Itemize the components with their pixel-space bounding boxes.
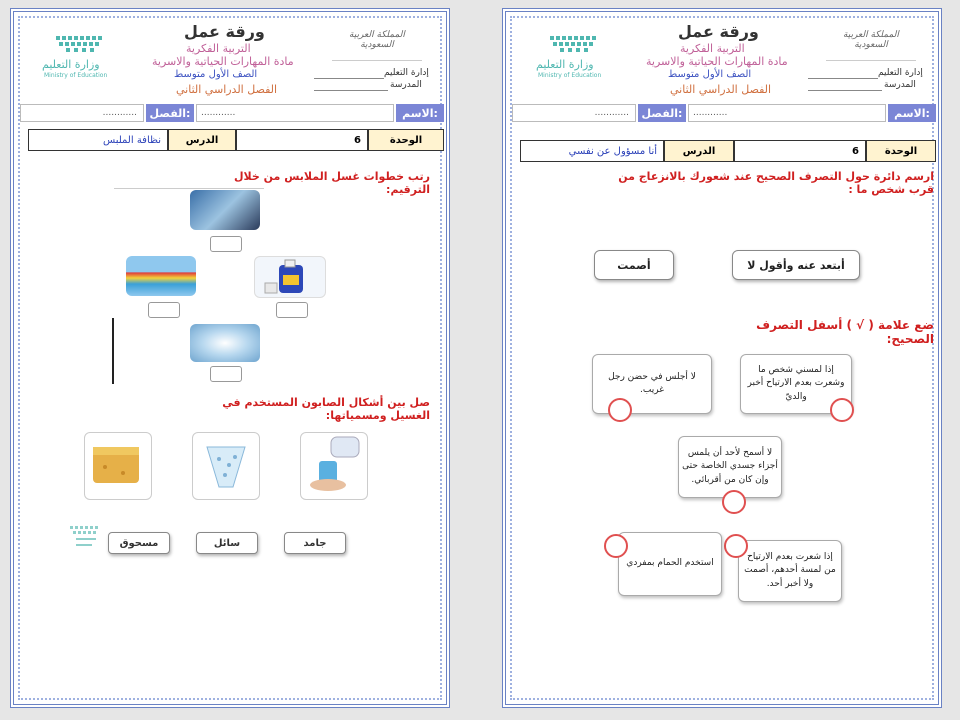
ministry-logo [536, 34, 616, 82]
class-field-dots: ............ [102, 108, 137, 118]
hand-wash-water-image [190, 324, 260, 362]
step-number-box-4[interactable] [210, 366, 242, 382]
unit-number: 6 [734, 140, 866, 162]
name-label: الاسم: [888, 104, 936, 122]
worksheet-page-left [10, 8, 450, 708]
unit-label: الوحدة [866, 140, 936, 162]
option-move-away-say-no[interactable]: أبتعد عنه وأقول لا [732, 250, 860, 280]
question-2: صل بين أشكال الصابون المستخدم في الغسيل ومسمياتها: [222, 396, 430, 422]
soap-label-solid[interactable]: جامد [284, 532, 346, 554]
semester-text: الفصل الدراسي الثاني [176, 83, 278, 96]
step-number-box-1[interactable] [210, 236, 242, 252]
ministry-name-en: Ministry of Education [44, 72, 108, 79]
worksheet-title: ورقة عمل [184, 22, 265, 41]
school-label: المدرسة [390, 80, 422, 90]
detergent-bottle-icon [255, 257, 325, 297]
liquid-soap-icon [301, 433, 367, 499]
class-label: الفصل: [638, 104, 686, 122]
subject-line-2: مادة المهارات الحياتية والاسرية [152, 55, 294, 68]
answer-circle-5[interactable] [604, 534, 628, 558]
step-number-box-2[interactable] [148, 302, 180, 318]
name-label: الاسم: [396, 104, 444, 122]
answer-circle-1[interactable] [830, 398, 854, 422]
grade-text: الصف الأول متوسط [174, 69, 258, 80]
lesson-name: نظافة الملبس [28, 129, 168, 151]
answer-circle-4[interactable] [724, 534, 748, 558]
powder-soap-icon [193, 433, 259, 499]
soap-label-powder[interactable]: مسحوق [108, 532, 170, 554]
grade-text: الصف الأول متوسط [668, 69, 752, 80]
school-label: المدرسة [884, 80, 916, 90]
answer-circle-2[interactable] [608, 398, 632, 422]
class-label: الفصل: [146, 104, 194, 122]
step-number-box-3[interactable] [276, 302, 308, 318]
behavior-card-tell-parents: إذا لمسني شخص ما وشعرت بعدم الارتياح أخبر والديّ [740, 354, 852, 414]
question-1: ارسم دائرة حول التصرف الصحيح عند شعورك بالانزعاج من قرب شخص ما : [618, 170, 934, 196]
education-admin-label: إدارة التعليم [878, 68, 923, 78]
question-2: ضع علامة ( √ ) أسفل التصرف الصحيح: [756, 318, 934, 346]
behavior-card-no-stranger-lap: لا أجلس في حضن رجل غريب. [592, 354, 712, 414]
ministry-name-ar: وزارة التعليم [42, 58, 100, 71]
kingdom-emblem: المملكة العربية السعودية [826, 30, 916, 61]
liquid-soap-image [300, 432, 368, 500]
semester-text: الفصل الدراسي الثاني [670, 83, 772, 96]
vertical-bar [112, 318, 114, 384]
behavior-card-private-parts: لا أسمح لأحد أن يلمس أجزاء جسدي الخاصة حتى وإن كان من أقربائي. [678, 436, 782, 498]
lesson-label: الدرس [168, 129, 236, 151]
subject-line-1: التربية الفكرية [186, 42, 251, 55]
name-field[interactable]: ............ [196, 104, 394, 122]
education-admin-line [808, 78, 878, 79]
option-stay-silent[interactable]: أصمت [594, 250, 674, 280]
clothes-drying-line-image [126, 256, 196, 296]
detergent-bottle-image [254, 256, 326, 298]
unit-number: 6 [236, 129, 368, 151]
hand-washing-clothes-image [190, 190, 260, 230]
lesson-name: أنا مسؤول عن نفسي [520, 140, 664, 162]
ministry-logo-icon [42, 34, 122, 56]
answer-circle-3[interactable] [722, 490, 746, 514]
worksheet-page-right [502, 8, 942, 708]
name-field[interactable]: ............ [688, 104, 886, 122]
ministry-logo-icon [536, 34, 616, 56]
soap-bar-image [84, 432, 152, 500]
soap-bar-icon [85, 433, 151, 499]
unit-label: الوحدة [368, 129, 444, 151]
education-admin-line [314, 78, 384, 79]
ministry-name-ar: وزارة التعليم [536, 58, 594, 71]
ministry-name-en: Ministry of Education [538, 72, 602, 79]
powder-soap-image [192, 432, 260, 500]
lesson-label: الدرس [664, 140, 734, 162]
behavior-card-stay-silent: إذا شعرت بعدم الارتياح من لمسة أحدهم، أصمت ولا أخبر أحد. [738, 540, 842, 602]
kingdom-emblem: المملكة العربية السعودية [332, 30, 422, 61]
school-line [314, 90, 388, 91]
subject-line-2: مادة المهارات الحياتية والاسرية [646, 55, 788, 68]
divider [114, 188, 264, 189]
subject-line-1: التربية الفكرية [680, 42, 745, 55]
education-admin-label: إدارة التعليم [384, 68, 429, 78]
ministry-logo [42, 34, 122, 82]
class-field-dots: ............ [594, 108, 629, 118]
worksheet-title: ورقة عمل [678, 22, 759, 41]
class-field[interactable] [512, 104, 636, 122]
class-field[interactable] [20, 104, 144, 122]
soap-label-liquid[interactable]: سائل [196, 532, 258, 554]
question-1: رتب خطوات غسل الملابس من خلال الترقيم: [234, 170, 430, 196]
school-line [808, 90, 882, 91]
behavior-card-use-bathroom-alone: استخدم الحمام بمفردي [618, 532, 722, 596]
